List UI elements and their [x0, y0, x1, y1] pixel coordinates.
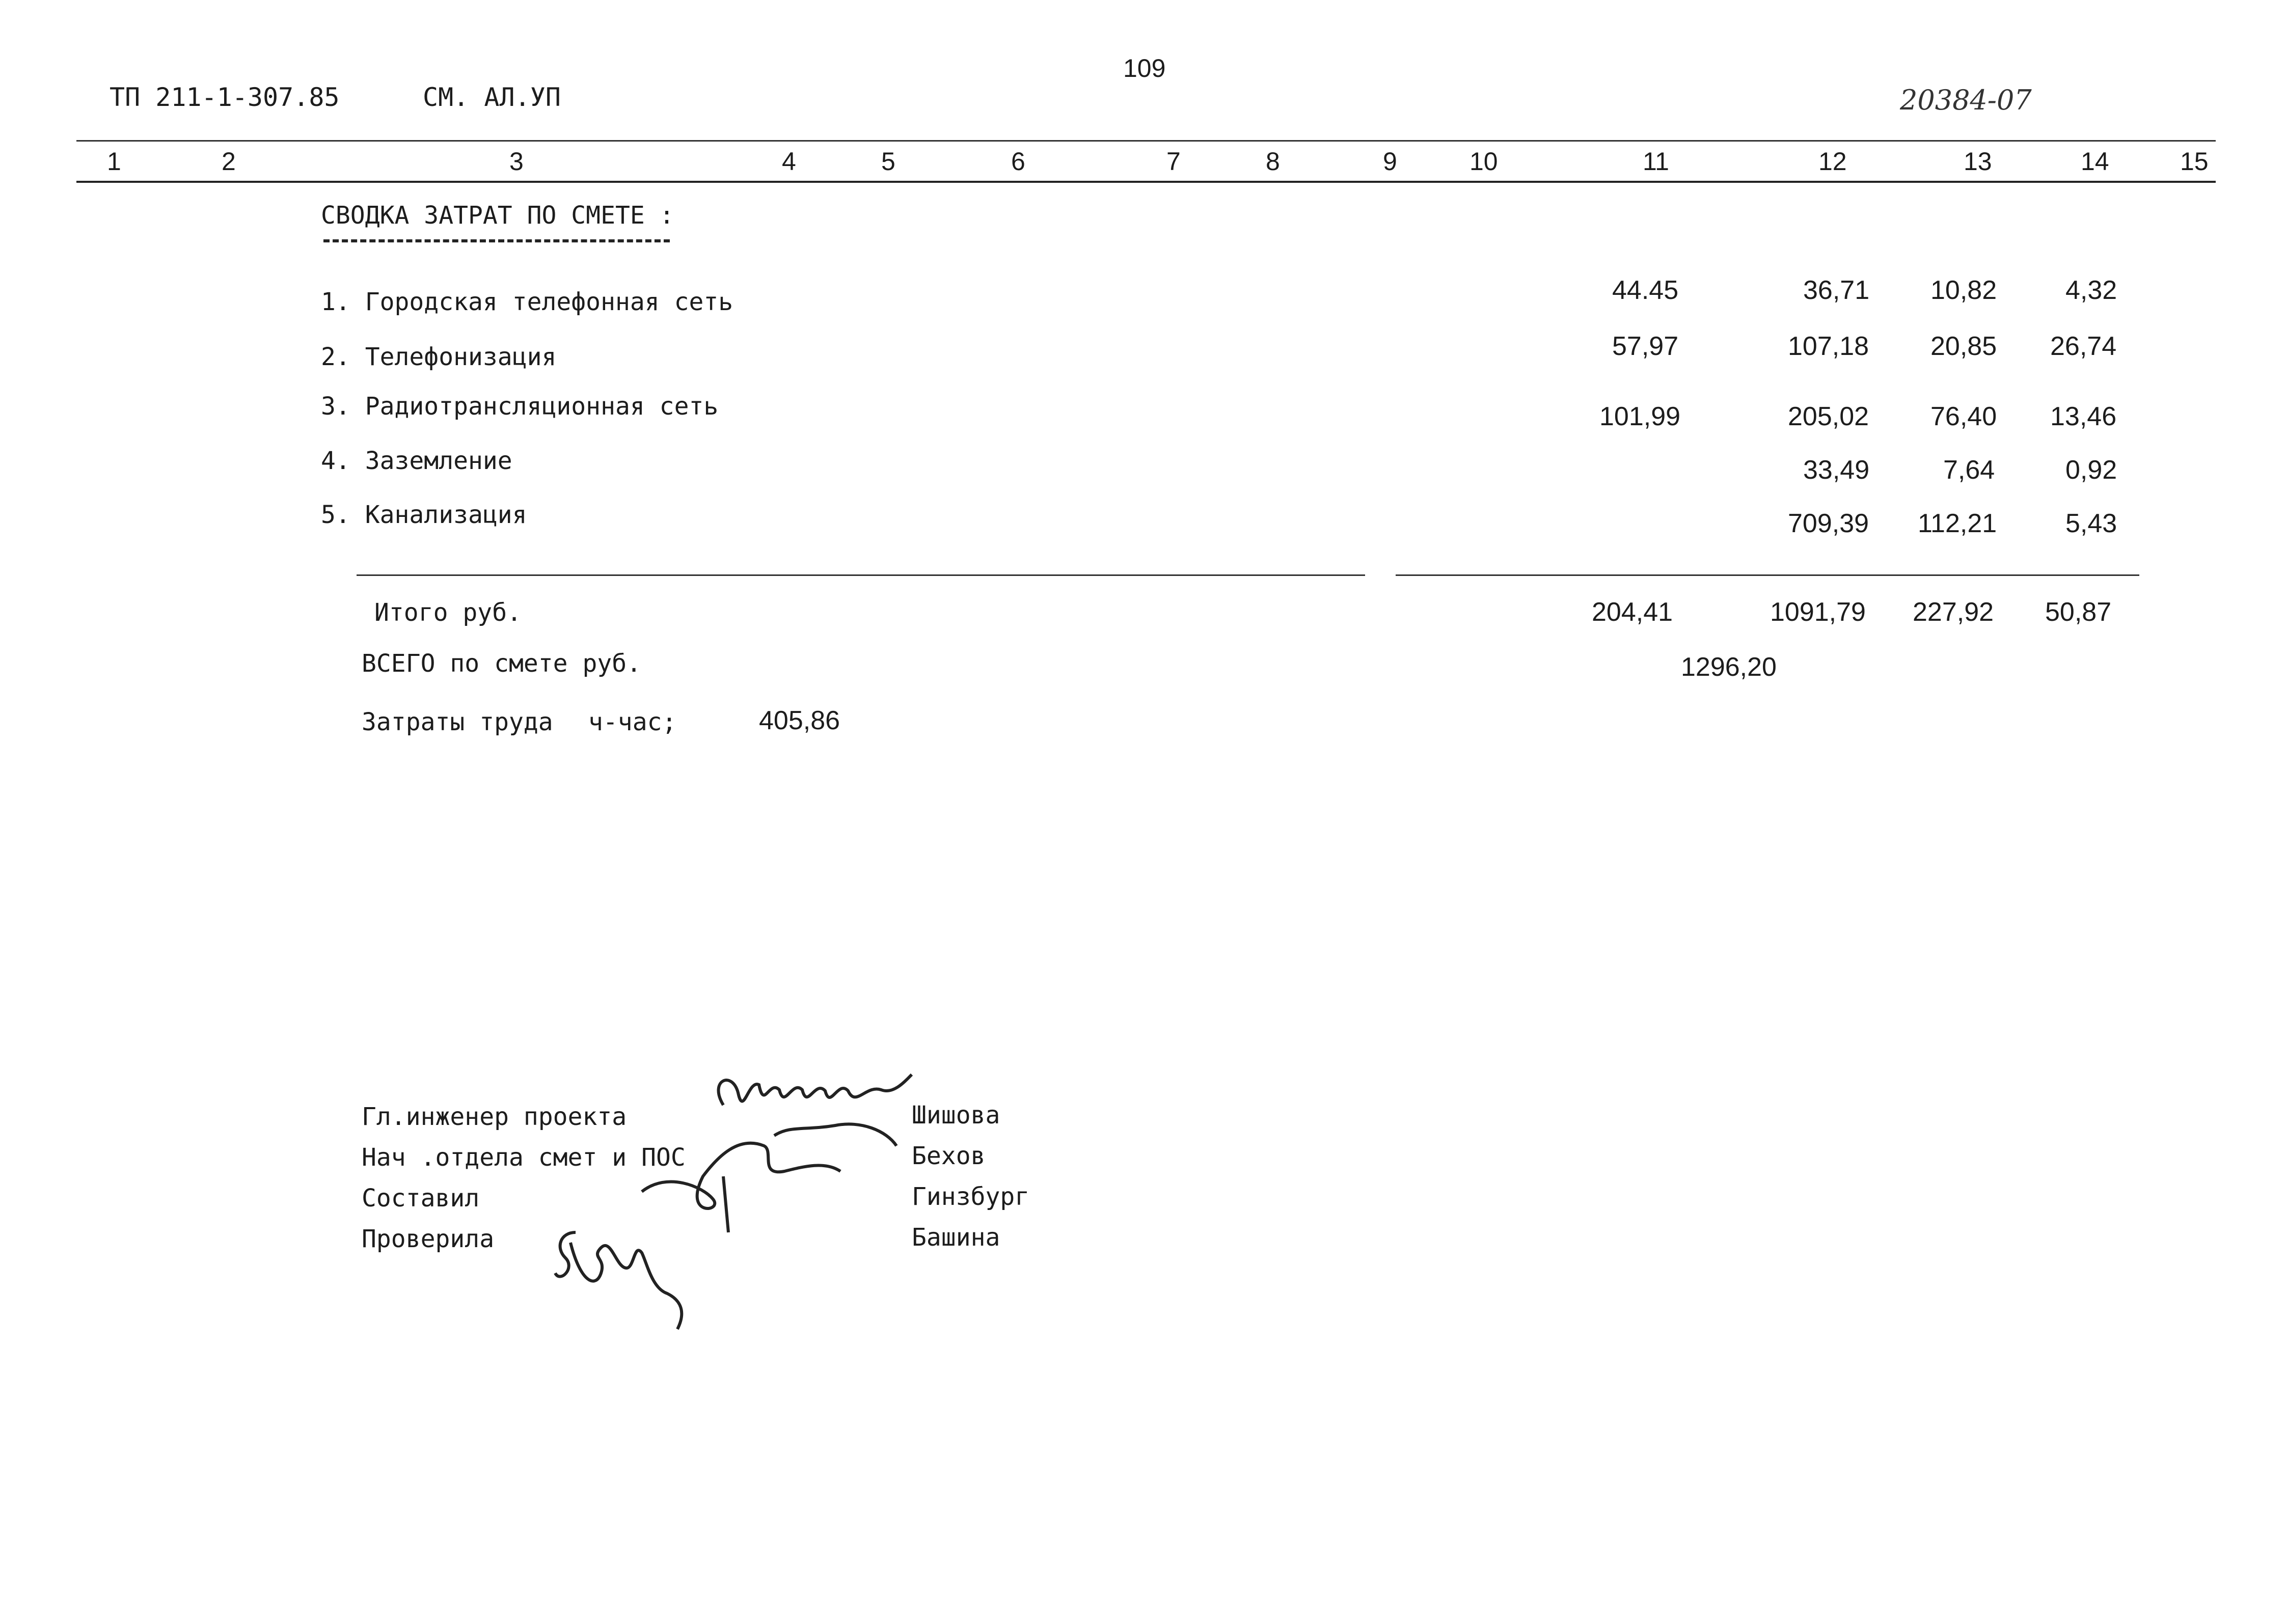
signature-role: Гл.инженер проекта	[362, 1103, 627, 1131]
cell-col-12: 205,02	[1788, 402, 1869, 431]
cell-col-13: 76,40	[1930, 402, 1997, 431]
signature-name: Шишова	[912, 1101, 1000, 1130]
column-number: 9	[1383, 147, 1397, 176]
handwritten-signature	[545, 1212, 708, 1334]
labor-label: Затраты труда	[362, 708, 553, 736]
column-number: 1	[107, 147, 121, 176]
sheet-reference: СМ. АЛ.УП	[423, 82, 561, 112]
row-label: 4. Заземление	[321, 447, 512, 475]
cell-col-14: 26,74	[2050, 332, 2117, 361]
cell-col-11: 57,97	[1612, 332, 1679, 361]
totals-rule-right	[1396, 574, 2139, 576]
signature-role: Проверила	[362, 1225, 495, 1253]
summary-title: СВОДКА ЗАТРАТ ПО СМЕТЕ :	[321, 201, 674, 230]
page-number: 109	[1123, 54, 1166, 82]
cell-col-12: 33,49	[1803, 455, 1870, 485]
column-number: 4	[782, 147, 796, 176]
total-col-11: 204,41	[1592, 597, 1673, 627]
cell-col-12: 36,71	[1803, 276, 1870, 305]
column-number: 8	[1266, 147, 1280, 176]
column-number: 6	[1011, 147, 1025, 176]
total-col-13: 227,92	[1913, 597, 1994, 627]
row-label: 2. Телефонизация	[321, 343, 557, 371]
total-col-12: 1091,79	[1770, 597, 1866, 627]
column-number: 5	[881, 147, 895, 176]
labor-value: 405,86	[759, 706, 840, 735]
signature-name: Бехов	[912, 1142, 986, 1170]
column-number: 11	[1643, 147, 1669, 176]
cell-col-13: 7,64	[1943, 455, 1995, 485]
handwritten-number: 20384-07	[1900, 84, 2032, 116]
signature-name: Гинзбург	[912, 1182, 1030, 1211]
row-label: 5. Канализация	[321, 501, 527, 529]
cell-col-13: 10,82	[1930, 276, 1997, 305]
row-label: 3. Радиотрансляционная сеть	[321, 392, 719, 421]
signature-role: Нач .отдела смет и ПОС	[362, 1143, 686, 1172]
cell-col-12: 107,18	[1788, 332, 1869, 361]
totals-rule-left	[357, 574, 1365, 576]
signature-name: Башина	[912, 1223, 1000, 1252]
column-number: 15	[2180, 147, 2209, 176]
labor-unit: ч-час;	[588, 708, 677, 736]
cell-col-14: 4,32	[2065, 276, 2117, 305]
column-number: 7	[1166, 147, 1181, 176]
grand-total-label: ВСЕГО по смете руб.	[362, 649, 642, 678]
title-underline	[323, 239, 670, 242]
cell-col-13: 112,21	[1918, 509, 1997, 538]
header-top-rule	[76, 140, 2216, 142]
cell-col-14: 0,92	[2065, 455, 2117, 485]
column-number: 3	[509, 147, 524, 176]
cell-col-11: 101,99	[1599, 402, 1681, 431]
grand-total-value: 1296,20	[1681, 652, 1777, 682]
cell-col-14: 13,46	[2050, 402, 2117, 431]
cell-col-14: 5,43	[2065, 509, 2117, 538]
column-number: 12	[1818, 147, 1847, 176]
header-bottom-rule	[76, 181, 2216, 183]
column-number: 2	[222, 147, 236, 176]
total-col-14: 50,87	[2045, 597, 2112, 627]
total-label: Итого руб.	[374, 598, 522, 627]
cell-col-11: 44.45	[1612, 276, 1679, 305]
document-code: ТП 211-1-307.85	[110, 82, 340, 112]
column-number: 13	[1964, 147, 1992, 176]
column-number: 14	[2081, 147, 2109, 176]
row-label: 1. Городская телефонная сеть	[321, 288, 733, 316]
column-number: 10	[1469, 147, 1498, 176]
cell-col-12: 709,39	[1788, 509, 1869, 538]
cell-col-13: 20,85	[1930, 332, 1997, 361]
signature-role: Составил	[362, 1184, 480, 1213]
